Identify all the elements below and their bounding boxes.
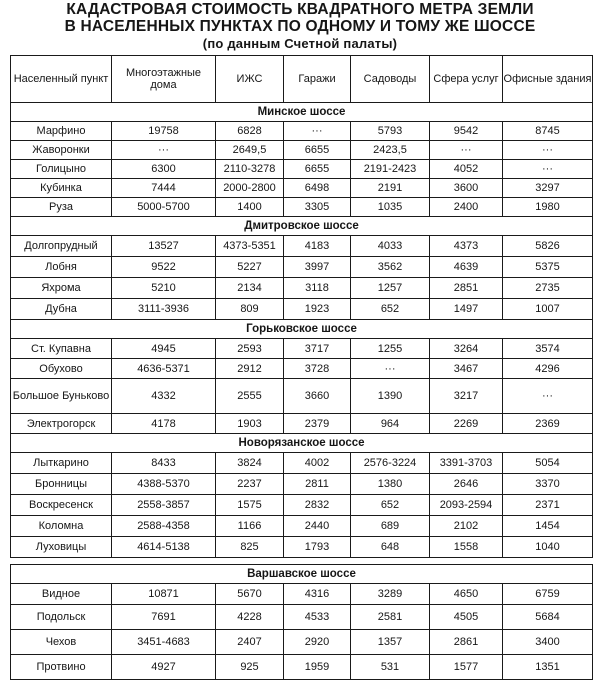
table-row [11,474,593,495]
value-cell: 5793 [351,122,430,141]
value-cell: ··· [430,141,503,160]
settlement-cell: Протвино [11,655,112,680]
value-cell: 9542 [430,122,503,141]
value-cell: 3451-4683 [112,630,216,655]
value-cell: 3370 [503,474,593,495]
value-cell: 925 [216,655,284,680]
value-cell: 2588-4358 [112,516,216,537]
header-individual-housing: ИЖС [216,56,284,103]
value-cell: 3574 [503,339,593,359]
header-garages: Гаражи [284,56,351,103]
settlement-cell: Воскресенск [11,495,112,516]
value-cell: 6655 [284,160,351,179]
title-line-1: КАДАСТРОВАЯ СТОИМОСТЬ КВАДРАТНОГО МЕТРА ЗЕМЛИ [66,1,534,18]
value-cell: 6300 [112,160,216,179]
value-cell: 6759 [503,584,593,605]
value-cell: 4388-5370 [112,474,216,495]
table-row [11,655,593,680]
value-cell: 2379 [284,414,351,434]
value-cell: 4033 [351,236,430,257]
value-cell: 5054 [503,453,593,474]
value-cell: 2269 [430,414,503,434]
value-cell: 3562 [351,257,430,278]
header-gardeners: Садоводы [351,56,430,103]
settlement-cell: Коломна [11,516,112,537]
value-cell: 2832 [284,495,351,516]
value-cell: 2440 [284,516,351,537]
value-cell: 3997 [284,257,351,278]
value-cell: 4228 [216,605,284,630]
value-cell: 964 [351,414,430,434]
settlement-cell: Лобня [11,257,112,278]
value-cell: 4316 [284,584,351,605]
value-cell: 1923 [284,299,351,320]
value-cell: 4296 [503,359,593,379]
table-row [11,160,593,179]
value-cell: 4636-5371 [112,359,216,379]
section-title: Дмитровское шоссе [11,217,593,236]
value-cell: 652 [351,495,430,516]
value-cell: 2000-2800 [216,179,284,198]
value-cell: 7691 [112,605,216,630]
value-cell: 1400 [216,198,284,217]
value-cell: 3264 [430,339,503,359]
value-cell: 2851 [430,278,503,299]
value-cell: 2646 [430,474,503,495]
table-row [11,379,593,414]
settlement-cell: Большое Буньково [11,379,112,414]
value-cell: 3717 [284,339,351,359]
value-cell: 2649,5 [216,141,284,160]
value-cell: 648 [351,537,430,558]
value-cell: 4178 [112,414,216,434]
value-cell: 9522 [112,257,216,278]
value-cell: 1166 [216,516,284,537]
value-cell: 1351 [503,655,593,680]
value-cell: 652 [351,299,430,320]
value-cell: 5826 [503,236,593,257]
value-cell: 19758 [112,122,216,141]
value-cell: 1454 [503,516,593,537]
value-cell: 6828 [216,122,284,141]
value-cell: 5684 [503,605,593,630]
table-row [11,414,593,434]
value-cell: 2369 [503,414,593,434]
value-cell: 1793 [284,537,351,558]
value-cell: 1577 [430,655,503,680]
table-row [11,198,593,217]
value-cell: 2555 [216,379,284,414]
table-body [11,103,593,680]
settlement-cell: Обухово [11,359,112,379]
value-cell: 4533 [284,605,351,630]
header-services: Сфера услуг [430,56,503,103]
table-row [11,339,593,359]
settlement-cell: Голицыно [11,160,112,179]
settlement-cell: Ст. Купавна [11,339,112,359]
table-row [11,453,593,474]
value-cell: 1497 [430,299,503,320]
value-cell: 1035 [351,198,430,217]
value-cell: 3217 [430,379,503,414]
header-office-buildings: Офисные здания [503,56,593,103]
value-cell: 3660 [284,379,351,414]
table-row [11,516,593,537]
section-row [11,434,593,453]
value-cell: 689 [351,516,430,537]
value-cell: 4927 [112,655,216,680]
value-cell: 3824 [216,453,284,474]
settlement-cell: Дубна [11,299,112,320]
section-row [11,103,593,122]
table-row [11,122,593,141]
value-cell: 2558-3857 [112,495,216,516]
table-row [11,630,593,655]
settlement-cell: Видное [11,584,112,605]
gap-cell [11,558,593,565]
value-cell: 2576-3224 [351,453,430,474]
cadastral-value-table [10,55,593,680]
table-row [11,359,593,379]
value-cell: 2371 [503,495,593,516]
value-cell: 2110-3278 [216,160,284,179]
value-cell: 2191-2423 [351,160,430,179]
value-cell: 2811 [284,474,351,495]
value-cell: 2423,5 [351,141,430,160]
value-cell: 4614-5138 [112,537,216,558]
title-source: (по данным Счетной палаты) [202,36,398,51]
table-row [11,236,593,257]
table-row [11,495,593,516]
table-row [11,141,593,160]
table-row [11,605,593,630]
value-cell: 2912 [216,359,284,379]
value-cell: 5375 [503,257,593,278]
settlement-cell: Подольск [11,605,112,630]
settlement-cell: Бронницы [11,474,112,495]
value-cell: 3600 [430,179,503,198]
value-cell: ··· [503,141,593,160]
value-cell: 3305 [284,198,351,217]
value-cell: 2191 [351,179,430,198]
header-settlement: Населенный пункт [11,56,112,103]
value-cell: 3391-3703 [430,453,503,474]
value-cell: 4183 [284,236,351,257]
section-row [11,217,593,236]
value-cell: 2102 [430,516,503,537]
settlement-cell: Марфино [11,122,112,141]
value-cell: 4002 [284,453,351,474]
settlement-cell: Чехов [11,630,112,655]
value-cell: 3111-3936 [112,299,216,320]
value-cell: 4650 [430,584,503,605]
title-line-2: В НАСЕЛЕННЫХ ПУНКТАХ ПО ОДНОМУ И ТОМУ ЖЕ ШОССЕ [64,18,536,35]
section-row [11,565,593,584]
value-cell: 5670 [216,584,284,605]
value-cell: 4639 [430,257,503,278]
value-cell: ··· [112,141,216,160]
value-cell: 2593 [216,339,284,359]
value-cell: 1380 [351,474,430,495]
settlement-cell: Жаворонки [11,141,112,160]
table-row [11,299,593,320]
value-cell: 5000-5700 [112,198,216,217]
value-cell: 1357 [351,630,430,655]
section-gap [11,558,593,565]
value-cell: 4373 [430,236,503,257]
value-cell: 4373-5351 [216,236,284,257]
value-cell: 3297 [503,179,593,198]
table-header [11,56,593,103]
value-cell: 2093-2594 [430,495,503,516]
table-row [11,584,593,605]
table-row [11,257,593,278]
value-cell: 4052 [430,160,503,179]
value-cell: 1255 [351,339,430,359]
value-cell: 10871 [112,584,216,605]
value-cell: 8745 [503,122,593,141]
value-cell: 1007 [503,299,593,320]
settlement-cell: Яхрома [11,278,112,299]
settlement-cell: Кубинка [11,179,112,198]
value-cell: 6498 [284,179,351,198]
value-cell: 2581 [351,605,430,630]
section-title: Минское шоссе [11,103,593,122]
value-cell: 3118 [284,278,351,299]
value-cell: 7444 [112,179,216,198]
value-cell: ··· [503,379,593,414]
value-cell: ··· [503,160,593,179]
value-cell: 1558 [430,537,503,558]
section-row [11,320,593,339]
settlement-cell: Руза [11,198,112,217]
section-title: Новорязанское шоссе [11,434,593,453]
value-cell: 1257 [351,278,430,299]
value-cell: 6655 [284,141,351,160]
value-cell: 1980 [503,198,593,217]
settlement-cell: Лыткарино [11,453,112,474]
table-row [11,537,593,558]
settlement-cell: Луховицы [11,537,112,558]
value-cell: 3728 [284,359,351,379]
value-cell: ··· [284,122,351,141]
value-cell: 8433 [112,453,216,474]
value-cell: 5210 [112,278,216,299]
value-cell: 1040 [503,537,593,558]
value-cell: 825 [216,537,284,558]
section-title: Горьковское шоссе [11,320,593,339]
value-cell: 2400 [430,198,503,217]
value-cell: 4945 [112,339,216,359]
value-cell: 1903 [216,414,284,434]
header-apartment-buildings: Многоэтажные дома [112,56,216,103]
value-cell: 2407 [216,630,284,655]
value-cell: 3467 [430,359,503,379]
value-cell: 13527 [112,236,216,257]
value-cell: 3400 [503,630,593,655]
settlement-cell: Долгопрудный [11,236,112,257]
value-cell: 809 [216,299,284,320]
value-cell: 2920 [284,630,351,655]
value-cell: 1575 [216,495,284,516]
value-cell: 4332 [112,379,216,414]
value-cell: 3289 [351,584,430,605]
value-cell: 1390 [351,379,430,414]
settlement-cell: Электрогорск [11,414,112,434]
value-cell: 531 [351,655,430,680]
value-cell: 2237 [216,474,284,495]
value-cell: 4505 [430,605,503,630]
header-row [11,56,593,103]
table-row [11,278,593,299]
section-title: Варшавское шоссе [11,565,593,584]
table-row [11,179,593,198]
value-cell: ··· [351,359,430,379]
value-cell: 1959 [284,655,351,680]
value-cell: 5227 [216,257,284,278]
value-cell: 2134 [216,278,284,299]
value-cell: 2735 [503,278,593,299]
value-cell: 2861 [430,630,503,655]
